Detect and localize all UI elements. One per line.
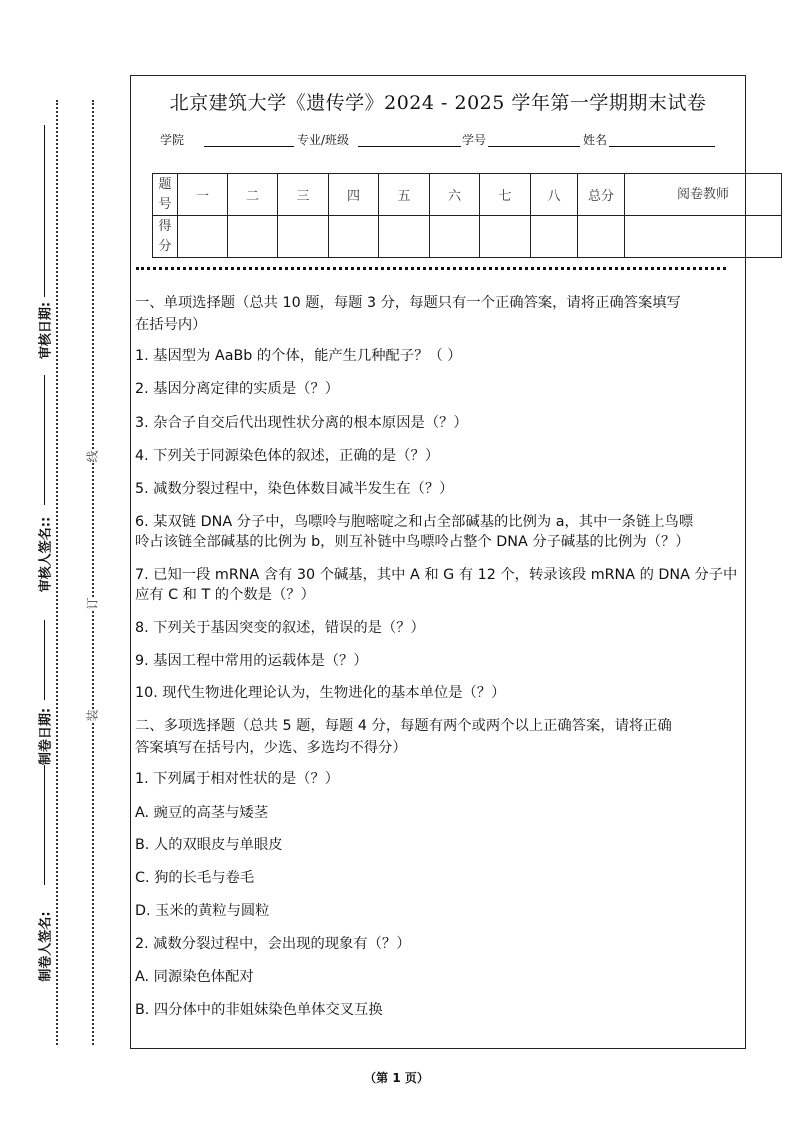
- question: 应有 C 和 T 的个数是（？）: [135, 587, 315, 603]
- question: 2. 基因分离定律的实质是（？）: [135, 381, 340, 397]
- score-cell[interactable]: [430, 216, 480, 258]
- maker-sign-line: [44, 765, 45, 885]
- score-cell[interactable]: [531, 216, 578, 258]
- reviewer-sign-label: 审核人签名::: [38, 516, 54, 593]
- question: 呤占该链全部碱基的比例为 b，则互补链中鸟嘌呤占整个 DNA 分子碱基的比例为（？）: [135, 534, 690, 550]
- binding-mark-zhuang: 装: [85, 709, 100, 722]
- maker-sign-label: 制卷人签名:: [38, 911, 54, 982]
- header-cell: 八: [531, 174, 578, 216]
- name-label: 姓名: [583, 133, 608, 147]
- score-cell[interactable]: [379, 216, 430, 258]
- review-date-label: 审核日期:: [38, 301, 54, 360]
- score-cell[interactable]: [578, 216, 625, 258]
- review-date-line: [44, 125, 45, 297]
- question: 6. 某双链 DNA 分子中，鸟嘌呤与胞嘧啶之和占全部碱基的比例为 a，其中一条链上鸟嘌: [135, 514, 694, 530]
- question: 2. 减数分裂过程中，会出现的现象有（？）: [135, 936, 411, 952]
- score-header-row: [153, 174, 782, 216]
- header-cell: 二: [228, 174, 278, 216]
- question: 4. 下列关于同源染色体的叙述，正确的是（？）: [135, 448, 440, 464]
- make-date-line: [44, 620, 45, 700]
- option: D. 玉米的黄粒与圆粒: [135, 903, 270, 919]
- reviewer-sign-line: [44, 375, 45, 505]
- score-table: [152, 173, 782, 258]
- section2-heading: 答案填写在括号内，少选、多选均不得分）: [135, 740, 407, 756]
- major-label: 专业/班级: [297, 133, 350, 147]
- question: 1. 下列属于相对性状的是（？）: [135, 771, 340, 787]
- question: 7. 已知一段 mRNA 含有 30 个碱基，其中 A 和 G 有 12 个，转录该段 mRNA 的 DNA 分子中: [135, 567, 738, 583]
- option: B. 人的双眼皮与单眼皮: [135, 837, 283, 853]
- question: 3. 杂合子自交后代出现性状分离的根本原因是（？）: [135, 415, 468, 431]
- score-cell[interactable]: [480, 216, 531, 258]
- question: 10. 现代生物进化理论认为，生物进化的基本单位是（？）: [135, 685, 506, 701]
- header-cell: 总分: [578, 174, 625, 216]
- score-cell[interactable]: [278, 216, 329, 258]
- college-label: 学院: [160, 133, 185, 147]
- header-cell: 四: [329, 174, 379, 216]
- binding-dotted-line-outer: [56, 100, 58, 1045]
- option: A. 豌豆的高茎与矮茎: [135, 805, 268, 821]
- score-cell[interactable]: [178, 216, 228, 258]
- header-cell: 一: [178, 174, 228, 216]
- question: 9. 基因工程中常用的运载体是（？）: [135, 653, 368, 669]
- name-field[interactable]: [609, 146, 715, 147]
- dotted-separator: [136, 267, 726, 270]
- header-cell: 三: [278, 174, 329, 216]
- option: C. 狗的长毛与卷毛: [135, 870, 255, 886]
- row-label: 得分: [153, 216, 178, 258]
- option: B. 四分体中的非姐妹染色单体交叉互换: [135, 1002, 383, 1018]
- header-cell: 六: [430, 174, 480, 216]
- score-cell[interactable]: [329, 216, 379, 258]
- student-id-field[interactable]: [488, 146, 580, 147]
- binding-mark-ding: 订: [85, 597, 100, 610]
- binding-mark-xian: 线: [85, 450, 100, 463]
- student-id-label: 学号: [462, 133, 487, 147]
- score-row: [153, 216, 782, 258]
- option: A. 同源染色体配对: [135, 969, 254, 985]
- header-cell: 题号: [153, 174, 178, 216]
- header-cell: 五: [379, 174, 430, 216]
- question: 5. 减数分裂过程中，染色体数目减半发生在（？）: [135, 481, 454, 497]
- section1-heading: 一、单项选择题（总共 10 题，每题 3 分，每题只有一个正确答案，请将正确答案填写: [135, 295, 681, 311]
- question: 1. 基因型为 AaBb 的个体，能产生几种配子？（ ）: [135, 348, 462, 364]
- major-field[interactable]: [358, 146, 461, 147]
- binding-dotted-line-inner: [92, 100, 94, 1045]
- make-date-label: 制卷日期:: [38, 707, 54, 766]
- header-cell: 阅卷教师: [625, 174, 782, 216]
- question: 8. 下列关于基因突变的叙述，错误的是（？）: [135, 620, 425, 636]
- page-number: （第 1 页）: [364, 1071, 429, 1085]
- header-cell: 七: [480, 174, 531, 216]
- score-cell[interactable]: [228, 216, 278, 258]
- section1-heading: 在括号内）: [135, 317, 207, 333]
- section2-heading: 二、多项选择题（总共 5 题，每题 4 分，每题有两个或两个以上正确答案，请将正确: [135, 718, 672, 734]
- college-field[interactable]: [204, 146, 294, 147]
- exam-title: 北京建筑大学《遗传学》2024 - 2025 学年第一学期期末试卷: [169, 92, 707, 114]
- score-cell[interactable]: [625, 216, 782, 258]
